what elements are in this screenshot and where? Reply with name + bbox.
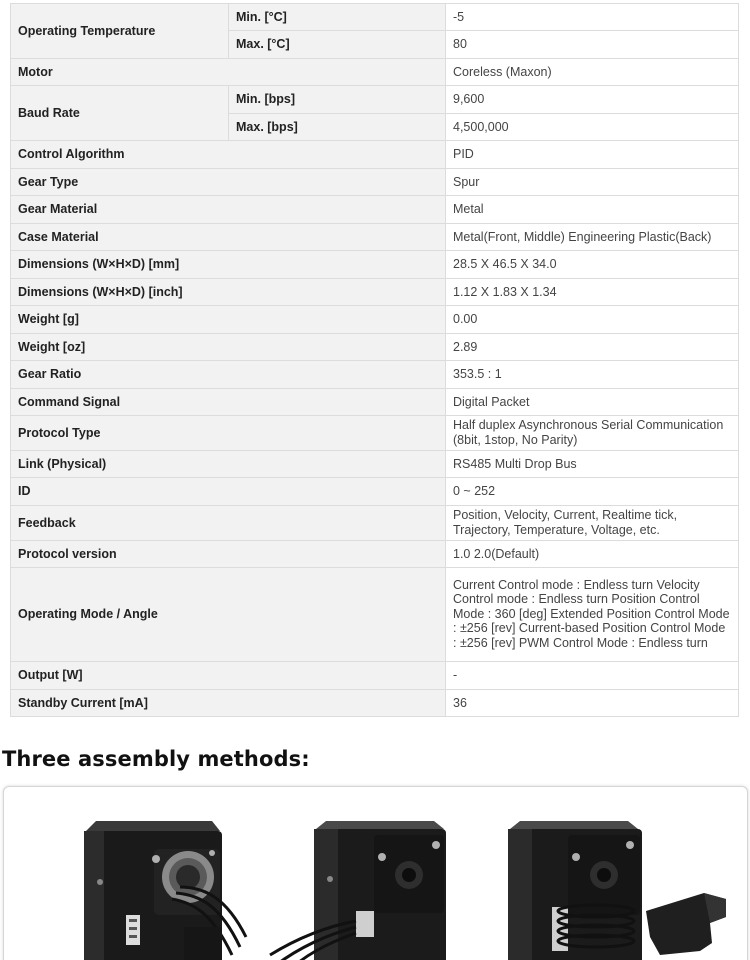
spec-label-motor: Motor xyxy=(11,59,446,86)
spec-label-gear-type: Gear Type xyxy=(11,169,446,196)
spec-label-output: Output [W] xyxy=(11,662,446,690)
spec-value-case-material: Metal(Front, Middle) Engineering Plastic(Back) xyxy=(446,224,739,251)
spec-sublabel-baud-min: Min. [bps] xyxy=(229,86,446,114)
assembly-servo-illustration xyxy=(4,787,748,960)
table-row xyxy=(11,4,739,31)
table-row xyxy=(11,141,739,169)
spec-value-control-algorithm: PID xyxy=(446,141,739,169)
spec-label-weight-g: Weight [g] xyxy=(11,306,446,334)
spec-label-gear-material: Gear Material xyxy=(11,196,446,224)
spec-table xyxy=(10,3,739,717)
table-row xyxy=(11,568,739,662)
spec-value-command-signal: Digital Packet xyxy=(446,389,739,416)
spec-sublabel-temp-max: Max. [°C] xyxy=(229,31,446,59)
spec-value-weight-oz: 2.89 xyxy=(446,334,739,361)
table-row xyxy=(11,416,739,451)
spec-label-standby-current: Standby Current [mA] xyxy=(11,690,446,717)
spec-label-operating-mode: Operating Mode / Angle xyxy=(11,568,446,662)
table-row xyxy=(11,251,739,279)
table-row xyxy=(11,86,739,114)
servo-unit-1 xyxy=(84,821,246,960)
spec-value-feedback: Position, Velocity, Current, Realtime tick, Trajectory, Temperature, Voltage, etc. xyxy=(446,506,739,541)
table-row xyxy=(11,279,739,306)
servo-unit-3 xyxy=(508,821,726,960)
assembly-image-panel xyxy=(3,786,748,960)
spec-value-gear-material: Metal xyxy=(446,196,739,224)
spec-value-gear-type: Spur xyxy=(446,169,739,196)
spec-value-protocol-version: 1.0 2.0(Default) xyxy=(446,541,739,568)
spec-label-id: ID xyxy=(11,478,446,506)
spec-value-link-physical: RS485 Multi Drop Bus xyxy=(446,451,739,478)
spec-label-dimensions-mm: Dimensions (W×H×D) [mm] xyxy=(11,251,446,279)
spec-value-temp-max: 80 xyxy=(446,31,739,59)
spec-label-case-material: Case Material xyxy=(11,224,446,251)
spec-sublabel-temp-min: Min. [°C] xyxy=(229,4,446,31)
spec-value-weight-g: 0.00 xyxy=(446,306,739,334)
spec-sublabel-baud-max: Max. [bps] xyxy=(229,114,446,141)
table-row xyxy=(11,662,739,690)
table-row xyxy=(11,451,739,478)
spec-value-id: 0 ~ 252 xyxy=(446,478,739,506)
spec-label-protocol-type: Protocol Type xyxy=(11,416,446,451)
spec-value-dimensions-mm: 28.5 X 46.5 X 34.0 xyxy=(446,251,739,279)
table-row xyxy=(11,224,739,251)
spec-value-dimensions-inch: 1.12 X 1.83 X 1.34 xyxy=(446,279,739,306)
spec-label-feedback: Feedback xyxy=(11,506,446,541)
table-row xyxy=(11,306,739,334)
spec-label-protocol-version: Protocol version xyxy=(11,541,446,568)
spec-label-baud-rate: Baud Rate xyxy=(11,86,229,141)
table-row xyxy=(11,478,739,506)
spec-value-operating-mode: Current Control mode : Endless turn Velocity Control mode : Endless turn Position Control Mode : 360 [deg] Extended Position Control Mode : ±256 [rev] Current-based Position Control Mode : ±256 [rev] PWM Control Mode : Endless turn xyxy=(446,568,739,662)
table-row xyxy=(11,59,739,86)
table-row xyxy=(11,361,739,389)
spec-value-output: - xyxy=(446,662,739,690)
table-row xyxy=(11,506,739,541)
spec-value-protocol-type: Half duplex Asynchronous Serial Communication (8bit, 1stop, No Parity) xyxy=(446,416,739,451)
table-row xyxy=(11,389,739,416)
spec-value-temp-min: -5 xyxy=(446,4,739,31)
spec-value-standby-current: 36 xyxy=(446,690,739,717)
spec-label-control-algorithm: Control Algorithm xyxy=(11,141,446,169)
servo-unit-2 xyxy=(270,821,446,960)
table-row xyxy=(11,334,739,361)
spec-label-command-signal: Command Signal xyxy=(11,389,446,416)
spec-label-gear-ratio: Gear Ratio xyxy=(11,361,446,389)
table-row xyxy=(11,169,739,196)
table-row xyxy=(11,196,739,224)
spec-label-link-physical: Link (Physical) xyxy=(11,451,446,478)
spec-label-dimensions-inch: Dimensions (W×H×D) [inch] xyxy=(11,279,446,306)
spec-label-weight-oz: Weight [oz] xyxy=(11,334,446,361)
assembly-section-title: Three assembly methods: xyxy=(2,747,310,771)
spec-value-gear-ratio: 353.5 : 1 xyxy=(446,361,739,389)
spec-label-operating-temperature: Operating Temperature xyxy=(11,4,229,59)
table-row xyxy=(11,690,739,717)
spec-value-baud-min: 9,600 xyxy=(446,86,739,114)
table-row xyxy=(11,541,739,568)
spec-value-motor: Coreless (Maxon) xyxy=(446,59,739,86)
spec-value-baud-max: 4,500,000 xyxy=(446,114,739,141)
